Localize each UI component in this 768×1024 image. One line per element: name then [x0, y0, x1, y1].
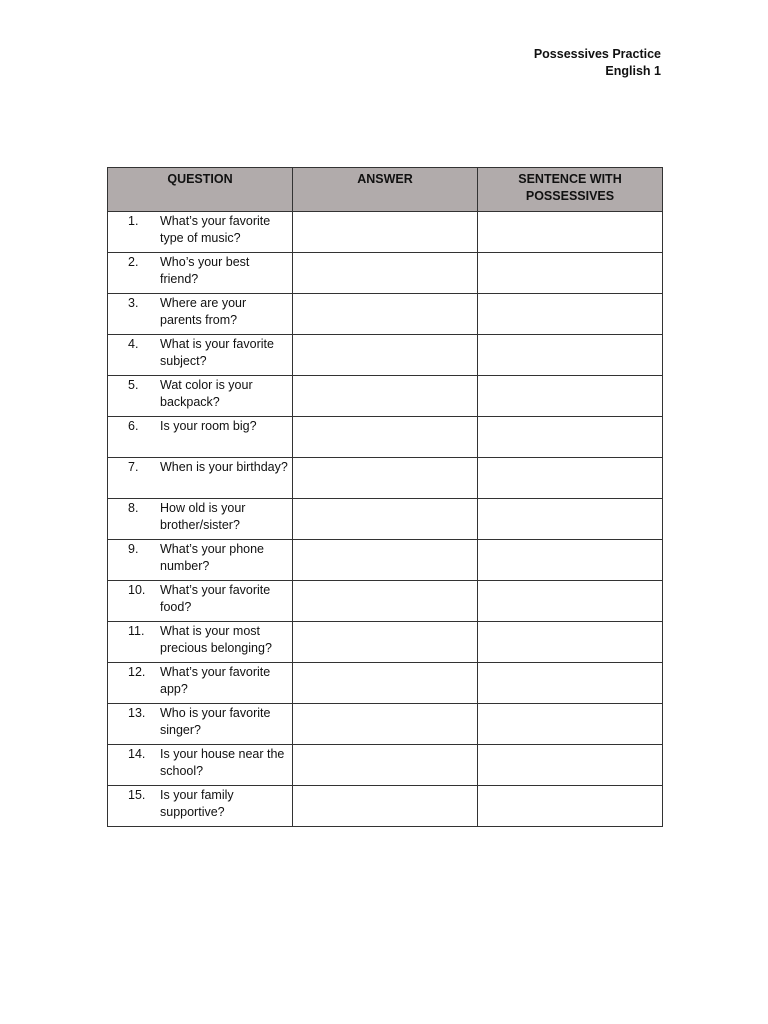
- sentence-cell[interactable]: [478, 499, 663, 540]
- table-row: [108, 212, 663, 253]
- worksheet-table: [107, 167, 663, 827]
- question-cell: [108, 417, 293, 458]
- sentence-cell[interactable]: [478, 622, 663, 663]
- answer-cell[interactable]: [293, 663, 478, 704]
- question-text: Is your house near the school?: [160, 747, 285, 778]
- table-row: [108, 663, 663, 704]
- question-number: 3.: [128, 296, 139, 310]
- question-item: [108, 253, 292, 288]
- table-row: [108, 745, 663, 786]
- answer-cell[interactable]: [293, 704, 478, 745]
- table-row: [108, 458, 663, 499]
- question-number: 10.: [128, 583, 146, 597]
- question-number: 9.: [128, 542, 139, 556]
- question-cell: [108, 704, 293, 745]
- question-cell: [108, 745, 293, 786]
- table-row: [108, 294, 663, 335]
- table-row: [108, 786, 663, 827]
- question-cell: [108, 212, 293, 253]
- table-header-row: [108, 168, 663, 212]
- answer-cell[interactable]: [293, 335, 478, 376]
- sentence-cell[interactable]: [478, 745, 663, 786]
- question-number: 8.: [128, 501, 139, 515]
- question-cell: [108, 458, 293, 499]
- question-text: When is your birthday?: [160, 460, 288, 474]
- question-number: 14.: [128, 747, 146, 761]
- answer-cell[interactable]: [293, 417, 478, 458]
- question-item: [108, 294, 292, 329]
- table-row: [108, 417, 663, 458]
- sentence-cell[interactable]: [478, 335, 663, 376]
- question-item: [108, 745, 292, 780]
- question-cell: [108, 540, 293, 581]
- sentence-cell[interactable]: [478, 786, 663, 827]
- question-number: 5.: [128, 378, 139, 392]
- question-number: 12.: [128, 665, 146, 679]
- sentence-cell[interactable]: [478, 376, 663, 417]
- answer-cell[interactable]: [293, 376, 478, 417]
- question-text: Who is your favorite singer?: [160, 706, 271, 737]
- question-cell: [108, 335, 293, 376]
- question-item: [108, 786, 292, 821]
- question-item: [108, 417, 292, 435]
- question-item: [108, 663, 292, 698]
- answer-cell[interactable]: [293, 581, 478, 622]
- sentence-cell[interactable]: [478, 417, 663, 458]
- question-number: 1.: [128, 214, 139, 228]
- question-cell: [108, 253, 293, 294]
- answer-cell[interactable]: [293, 458, 478, 499]
- question-item: [108, 540, 292, 575]
- answer-cell[interactable]: [293, 253, 478, 294]
- table-row: [108, 581, 663, 622]
- document-header: [534, 46, 661, 80]
- table-body: [108, 212, 663, 827]
- question-text: What’s your phone number?: [160, 542, 264, 573]
- column-header-sentence: SENTENCE WITH POSSESSIVES: [478, 168, 663, 212]
- question-cell: [108, 663, 293, 704]
- answer-cell[interactable]: [293, 786, 478, 827]
- answer-cell[interactable]: [293, 212, 478, 253]
- question-cell: [108, 294, 293, 335]
- question-text: Wat color is your backpack?: [160, 378, 253, 409]
- column-header-answer: ANSWER: [293, 168, 478, 212]
- sentence-cell[interactable]: [478, 253, 663, 294]
- question-item: [108, 335, 292, 370]
- question-number: 7.: [128, 460, 139, 474]
- table-row: [108, 499, 663, 540]
- table-row: [108, 622, 663, 663]
- question-text: Is your family supportive?: [160, 788, 234, 819]
- question-text: What’s your favorite app?: [160, 665, 271, 696]
- sentence-cell[interactable]: [478, 458, 663, 499]
- question-cell: [108, 499, 293, 540]
- question-number: 15.: [128, 788, 146, 802]
- answer-cell[interactable]: [293, 294, 478, 335]
- question-text: How old is your brother/sister?: [160, 501, 246, 532]
- question-cell: [108, 581, 293, 622]
- answer-cell[interactable]: [293, 745, 478, 786]
- question-item: [108, 212, 292, 247]
- question-text: Who’s your best friend?: [160, 255, 250, 286]
- question-cell: [108, 376, 293, 417]
- question-text: What is your favorite subject?: [160, 337, 274, 368]
- question-text: Where are your parents from?: [160, 296, 247, 327]
- question-item: [108, 376, 292, 411]
- sentence-cell[interactable]: [478, 663, 663, 704]
- question-text: What is your most precious belonging?: [160, 624, 272, 655]
- question-number: 2.: [128, 255, 139, 269]
- question-item: [108, 704, 292, 739]
- table-row: [108, 704, 663, 745]
- question-number: 13.: [128, 706, 146, 720]
- question-text: Is your room big?: [160, 419, 257, 433]
- course-name: English 1: [605, 64, 661, 78]
- sentence-cell[interactable]: [478, 294, 663, 335]
- column-header-question: QUESTION: [108, 168, 293, 212]
- answer-cell[interactable]: [293, 622, 478, 663]
- table-row: [108, 335, 663, 376]
- answer-cell[interactable]: [293, 499, 478, 540]
- sentence-cell[interactable]: [478, 704, 663, 745]
- table-row: [108, 540, 663, 581]
- question-item: [108, 622, 292, 657]
- question-text: What’s your favorite type of music?: [160, 214, 271, 245]
- table-row: [108, 376, 663, 417]
- question-item: [108, 499, 292, 534]
- question-item: [108, 581, 292, 616]
- question-number: 4.: [128, 337, 139, 351]
- question-number: 6.: [128, 419, 139, 433]
- sentence-cell[interactable]: [478, 581, 663, 622]
- document-title: Possessives Practice: [533, 47, 661, 61]
- question-number: 11.: [128, 624, 145, 638]
- question-cell: [108, 786, 293, 827]
- question-text: What’s your favorite food?: [160, 583, 271, 614]
- question-item: [108, 458, 292, 476]
- table-row: [108, 253, 663, 294]
- sentence-cell[interactable]: [478, 212, 663, 253]
- answer-cell[interactable]: [293, 540, 478, 581]
- question-cell: [108, 622, 293, 663]
- sentence-cell[interactable]: [478, 540, 663, 581]
